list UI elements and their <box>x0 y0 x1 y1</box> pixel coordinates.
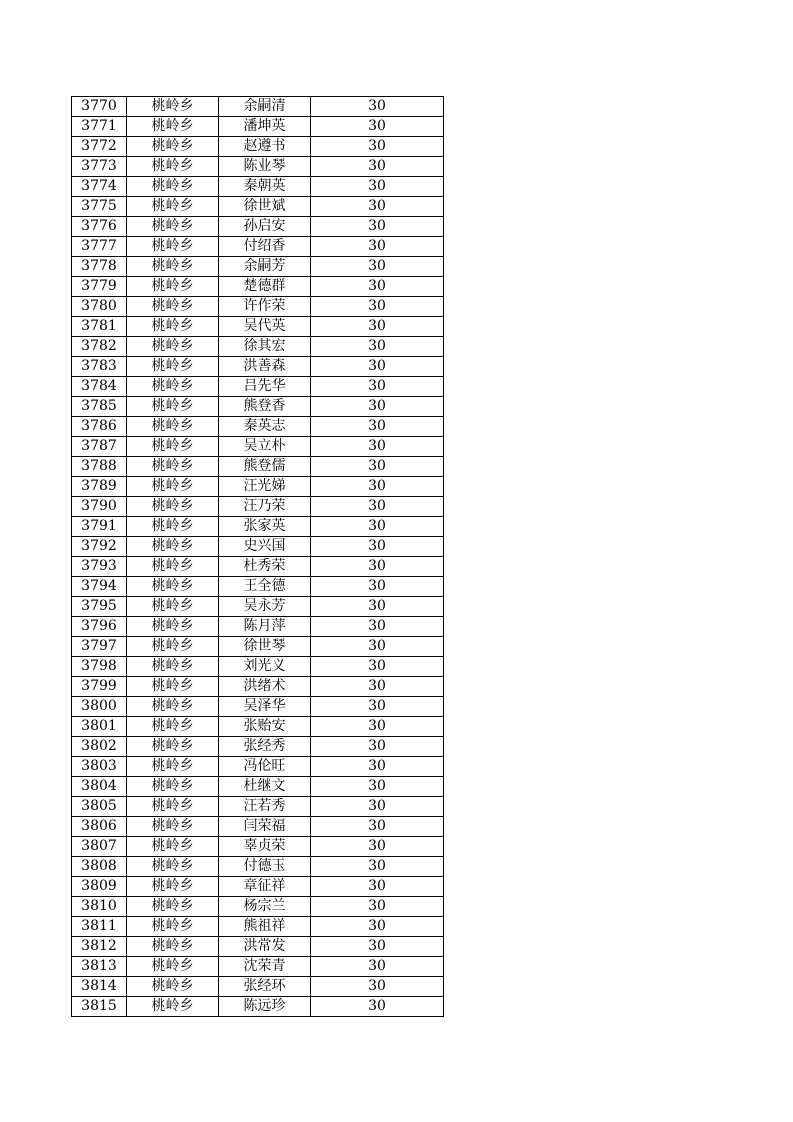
person-name-cell: 刘光义 <box>219 657 311 677</box>
roster-table-body <box>72 97 444 1017</box>
township-cell: 桃岭乡 <box>127 777 219 797</box>
person-name-cell: 楚德群 <box>219 277 311 297</box>
person-name-cell: 张贻安 <box>219 717 311 737</box>
township-cell: 桃岭乡 <box>127 177 219 197</box>
amount-cell: 30 <box>311 917 444 937</box>
township-cell: 桃岭乡 <box>127 337 219 357</box>
row-number-cell: 3778 <box>72 257 127 277</box>
township-cell: 桃岭乡 <box>127 837 219 857</box>
amount-cell: 30 <box>311 137 444 157</box>
township-cell: 桃岭乡 <box>127 617 219 637</box>
person-name-cell: 余嗣芳 <box>219 257 311 277</box>
table-row <box>72 677 444 697</box>
row-number-cell: 3811 <box>72 917 127 937</box>
township-cell: 桃岭乡 <box>127 897 219 917</box>
amount-cell: 30 <box>311 857 444 877</box>
amount-cell: 30 <box>311 317 444 337</box>
amount-cell: 30 <box>311 897 444 917</box>
person-name-cell: 陈业琴 <box>219 157 311 177</box>
table-row <box>72 217 444 237</box>
amount-cell: 30 <box>311 97 444 117</box>
table-row <box>72 717 444 737</box>
township-cell: 桃岭乡 <box>127 737 219 757</box>
amount-cell: 30 <box>311 597 444 617</box>
row-number-cell: 3789 <box>72 477 127 497</box>
township-cell: 桃岭乡 <box>127 277 219 297</box>
row-number-cell: 3804 <box>72 777 127 797</box>
row-number-cell: 3786 <box>72 417 127 437</box>
row-number-cell: 3815 <box>72 997 127 1017</box>
table-row <box>72 397 444 417</box>
person-name-cell: 张家英 <box>219 517 311 537</box>
amount-cell: 30 <box>311 577 444 597</box>
table-row <box>72 997 444 1017</box>
table-row <box>72 97 444 117</box>
township-cell: 桃岭乡 <box>127 357 219 377</box>
row-number-cell: 3774 <box>72 177 127 197</box>
amount-cell: 30 <box>311 437 444 457</box>
person-name-cell: 徐世琴 <box>219 637 311 657</box>
row-number-cell: 3814 <box>72 977 127 997</box>
row-number-cell: 3785 <box>72 397 127 417</box>
table-row <box>72 557 444 577</box>
row-number-cell: 3802 <box>72 737 127 757</box>
row-number-cell: 3808 <box>72 857 127 877</box>
person-name-cell: 闫荣福 <box>219 817 311 837</box>
table-row <box>72 137 444 157</box>
table-row <box>72 757 444 777</box>
row-number-cell: 3770 <box>72 97 127 117</box>
table-row <box>72 637 444 657</box>
row-number-cell: 3775 <box>72 197 127 217</box>
amount-cell: 30 <box>311 497 444 517</box>
table-row <box>72 857 444 877</box>
row-number-cell: 3801 <box>72 717 127 737</box>
table-row <box>72 477 444 497</box>
township-cell: 桃岭乡 <box>127 317 219 337</box>
person-name-cell: 吴立朴 <box>219 437 311 457</box>
row-number-cell: 3788 <box>72 457 127 477</box>
table-row <box>72 937 444 957</box>
amount-cell: 30 <box>311 957 444 977</box>
township-cell: 桃岭乡 <box>127 797 219 817</box>
row-number-cell: 3795 <box>72 597 127 617</box>
amount-cell: 30 <box>311 557 444 577</box>
township-cell: 桃岭乡 <box>127 997 219 1017</box>
row-number-cell: 3781 <box>72 317 127 337</box>
person-name-cell: 秦朝英 <box>219 177 311 197</box>
row-number-cell: 3791 <box>72 517 127 537</box>
township-cell: 桃岭乡 <box>127 197 219 217</box>
amount-cell: 30 <box>311 337 444 357</box>
amount-cell: 30 <box>311 617 444 637</box>
person-name-cell: 杨宗兰 <box>219 897 311 917</box>
row-number-cell: 3805 <box>72 797 127 817</box>
row-number-cell: 3810 <box>72 897 127 917</box>
township-cell: 桃岭乡 <box>127 257 219 277</box>
row-number-cell: 3793 <box>72 557 127 577</box>
township-cell: 桃岭乡 <box>127 157 219 177</box>
table-row <box>72 357 444 377</box>
amount-cell: 30 <box>311 757 444 777</box>
row-number-cell: 3799 <box>72 677 127 697</box>
amount-cell: 30 <box>311 297 444 317</box>
row-number-cell: 3776 <box>72 217 127 237</box>
table-row <box>72 317 444 337</box>
person-name-cell: 汪若秀 <box>219 797 311 817</box>
township-cell: 桃岭乡 <box>127 237 219 257</box>
person-name-cell: 史兴国 <box>219 537 311 557</box>
township-cell: 桃岭乡 <box>127 637 219 657</box>
amount-cell: 30 <box>311 997 444 1017</box>
row-number-cell: 3792 <box>72 537 127 557</box>
table-row <box>72 977 444 997</box>
person-name-cell: 熊登香 <box>219 397 311 417</box>
township-cell: 桃岭乡 <box>127 497 219 517</box>
table-row <box>72 897 444 917</box>
row-number-cell: 3800 <box>72 697 127 717</box>
row-number-cell: 3796 <box>72 617 127 637</box>
person-name-cell: 秦英志 <box>219 417 311 437</box>
person-name-cell: 余嗣清 <box>219 97 311 117</box>
row-number-cell: 3772 <box>72 137 127 157</box>
person-name-cell: 吕先华 <box>219 377 311 397</box>
township-cell: 桃岭乡 <box>127 937 219 957</box>
amount-cell: 30 <box>311 657 444 677</box>
table-row <box>72 257 444 277</box>
amount-cell: 30 <box>311 937 444 957</box>
township-cell: 桃岭乡 <box>127 757 219 777</box>
table-row <box>72 837 444 857</box>
person-name-cell: 洪善森 <box>219 357 311 377</box>
person-name-cell: 陈远珍 <box>219 997 311 1017</box>
township-cell: 桃岭乡 <box>127 677 219 697</box>
person-name-cell: 杜秀荣 <box>219 557 311 577</box>
amount-cell: 30 <box>311 157 444 177</box>
person-name-cell: 洪常发 <box>219 937 311 957</box>
row-number-cell: 3782 <box>72 337 127 357</box>
amount-cell: 30 <box>311 217 444 237</box>
person-name-cell: 洪绪术 <box>219 677 311 697</box>
table-row <box>72 957 444 977</box>
person-name-cell: 吴永芳 <box>219 597 311 617</box>
table-row <box>72 497 444 517</box>
amount-cell: 30 <box>311 397 444 417</box>
amount-cell: 30 <box>311 697 444 717</box>
amount-cell: 30 <box>311 777 444 797</box>
township-cell: 桃岭乡 <box>127 697 219 717</box>
amount-cell: 30 <box>311 257 444 277</box>
amount-cell: 30 <box>311 677 444 697</box>
table-row <box>72 457 444 477</box>
township-cell: 桃岭乡 <box>127 397 219 417</box>
row-number-cell: 3780 <box>72 297 127 317</box>
amount-cell: 30 <box>311 357 444 377</box>
person-name-cell: 张经环 <box>219 977 311 997</box>
person-name-cell: 熊登儒 <box>219 457 311 477</box>
township-cell: 桃岭乡 <box>127 97 219 117</box>
row-number-cell: 3779 <box>72 277 127 297</box>
person-name-cell: 沈荣青 <box>219 957 311 977</box>
table-row <box>72 597 444 617</box>
township-cell: 桃岭乡 <box>127 577 219 597</box>
table-row <box>72 817 444 837</box>
row-number-cell: 3807 <box>72 837 127 857</box>
person-name-cell: 汪光娣 <box>219 477 311 497</box>
amount-cell: 30 <box>311 737 444 757</box>
township-cell: 桃岭乡 <box>127 457 219 477</box>
person-name-cell: 吴泽华 <box>219 697 311 717</box>
amount-cell: 30 <box>311 637 444 657</box>
amount-cell: 30 <box>311 457 444 477</box>
table-row <box>72 377 444 397</box>
township-cell: 桃岭乡 <box>127 857 219 877</box>
person-name-cell: 陈月萍 <box>219 617 311 637</box>
person-name-cell: 徐世斌 <box>219 197 311 217</box>
township-cell: 桃岭乡 <box>127 137 219 157</box>
row-number-cell: 3773 <box>72 157 127 177</box>
table-row <box>72 417 444 437</box>
township-cell: 桃岭乡 <box>127 917 219 937</box>
township-cell: 桃岭乡 <box>127 417 219 437</box>
township-cell: 桃岭乡 <box>127 117 219 137</box>
table-row <box>72 237 444 257</box>
person-name-cell: 潘坤英 <box>219 117 311 137</box>
table-row <box>72 197 444 217</box>
amount-cell: 30 <box>311 817 444 837</box>
roster-table <box>71 96 444 1017</box>
table-row <box>72 797 444 817</box>
table-row <box>72 177 444 197</box>
person-name-cell: 孙启安 <box>219 217 311 237</box>
amount-cell: 30 <box>311 117 444 137</box>
row-number-cell: 3771 <box>72 117 127 137</box>
township-cell: 桃岭乡 <box>127 977 219 997</box>
table-row <box>72 517 444 537</box>
row-number-cell: 3784 <box>72 377 127 397</box>
township-cell: 桃岭乡 <box>127 957 219 977</box>
person-name-cell: 吴代英 <box>219 317 311 337</box>
table-row <box>72 577 444 597</box>
township-cell: 桃岭乡 <box>127 477 219 497</box>
person-name-cell: 付德玉 <box>219 857 311 877</box>
row-number-cell: 3809 <box>72 877 127 897</box>
row-number-cell: 3803 <box>72 757 127 777</box>
person-name-cell: 赵遵书 <box>219 137 311 157</box>
row-number-cell: 3790 <box>72 497 127 517</box>
amount-cell: 30 <box>311 477 444 497</box>
person-name-cell: 杜继文 <box>219 777 311 797</box>
row-number-cell: 3783 <box>72 357 127 377</box>
amount-cell: 30 <box>311 517 444 537</box>
amount-cell: 30 <box>311 197 444 217</box>
person-name-cell: 王全德 <box>219 577 311 597</box>
amount-cell: 30 <box>311 277 444 297</box>
table-row <box>72 337 444 357</box>
table-row <box>72 297 444 317</box>
table-row <box>72 277 444 297</box>
table-row <box>72 537 444 557</box>
row-number-cell: 3813 <box>72 957 127 977</box>
amount-cell: 30 <box>311 177 444 197</box>
person-name-cell: 章征祥 <box>219 877 311 897</box>
row-number-cell: 3794 <box>72 577 127 597</box>
person-name-cell: 辜贞荣 <box>219 837 311 857</box>
township-cell: 桃岭乡 <box>127 517 219 537</box>
table-row <box>72 697 444 717</box>
table-row <box>72 617 444 637</box>
township-cell: 桃岭乡 <box>127 817 219 837</box>
table-row <box>72 877 444 897</box>
township-cell: 桃岭乡 <box>127 877 219 897</box>
table-row <box>72 117 444 137</box>
person-name-cell: 汪乃荣 <box>219 497 311 517</box>
row-number-cell: 3812 <box>72 937 127 957</box>
amount-cell: 30 <box>311 417 444 437</box>
row-number-cell: 3787 <box>72 437 127 457</box>
person-name-cell: 冯伦旺 <box>219 757 311 777</box>
table-row <box>72 657 444 677</box>
township-cell: 桃岭乡 <box>127 557 219 577</box>
row-number-cell: 3806 <box>72 817 127 837</box>
township-cell: 桃岭乡 <box>127 297 219 317</box>
row-number-cell: 3798 <box>72 657 127 677</box>
table-row <box>72 157 444 177</box>
person-name-cell: 张经秀 <box>219 737 311 757</box>
person-name-cell: 徐其宏 <box>219 337 311 357</box>
township-cell: 桃岭乡 <box>127 717 219 737</box>
amount-cell: 30 <box>311 537 444 557</box>
row-number-cell: 3777 <box>72 237 127 257</box>
township-cell: 桃岭乡 <box>127 597 219 617</box>
township-cell: 桃岭乡 <box>127 537 219 557</box>
amount-cell: 30 <box>311 837 444 857</box>
township-cell: 桃岭乡 <box>127 657 219 677</box>
table-row <box>72 777 444 797</box>
person-name-cell: 付绍香 <box>219 237 311 257</box>
amount-cell: 30 <box>311 377 444 397</box>
person-name-cell: 熊祖祥 <box>219 917 311 937</box>
row-number-cell: 3797 <box>72 637 127 657</box>
amount-cell: 30 <box>311 877 444 897</box>
person-name-cell: 许作荣 <box>219 297 311 317</box>
township-cell: 桃岭乡 <box>127 217 219 237</box>
township-cell: 桃岭乡 <box>127 377 219 397</box>
table-row <box>72 437 444 457</box>
amount-cell: 30 <box>311 797 444 817</box>
table-row <box>72 737 444 757</box>
amount-cell: 30 <box>311 977 444 997</box>
amount-cell: 30 <box>311 717 444 737</box>
township-cell: 桃岭乡 <box>127 437 219 457</box>
amount-cell: 30 <box>311 237 444 257</box>
table-row <box>72 917 444 937</box>
